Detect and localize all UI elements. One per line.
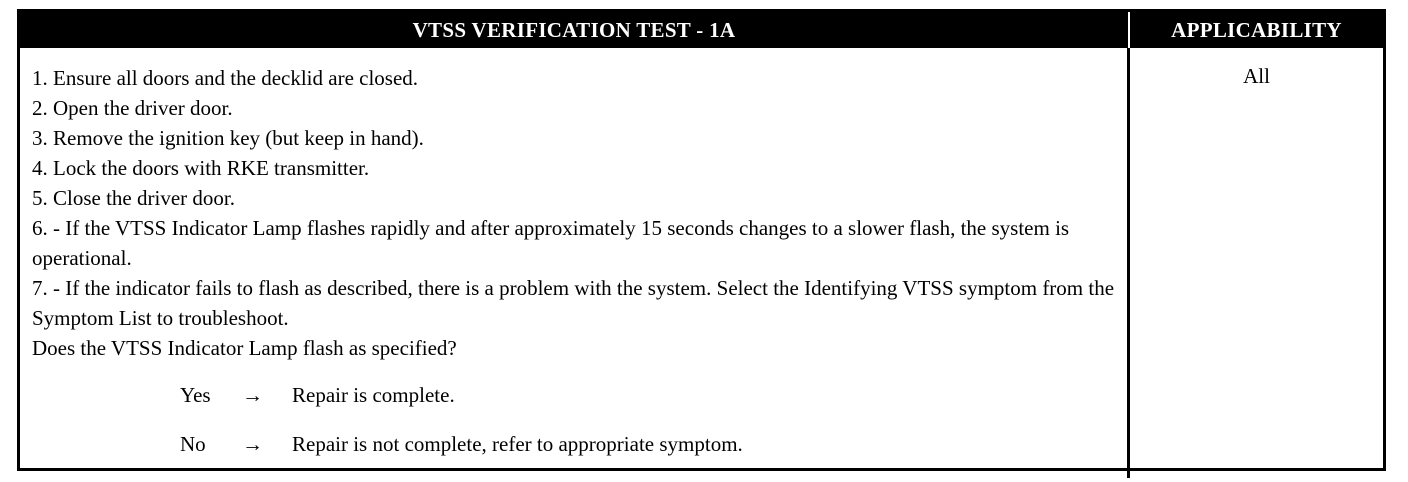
test-title: VTSS VERIFICATION TEST - 1A xyxy=(20,12,1130,48)
step-4: 4. Lock the doors with RKE transmitter. xyxy=(32,156,370,180)
step-2: 2. Open the driver door. xyxy=(32,96,233,120)
right-arrow-icon: → xyxy=(242,432,263,456)
answer-no-key: No xyxy=(180,432,206,456)
applicability-cell: All xyxy=(1243,64,1270,88)
step-7: 7. - If the indicator fails to flash as described, there is a problem with the system. Select the Identifying VTSS symptom from the Symptom List to troubleshoot. xyxy=(32,276,1115,330)
question: Does the VTSS Indicator Lamp flash as specified? xyxy=(32,336,457,360)
answer-yes-key: Yes xyxy=(180,383,211,407)
step-5: 5. Close the driver door. xyxy=(32,186,235,210)
step-6: 6. - If the VTSS Indicator Lamp flashes rapidly and after approximately 15 seconds changes to a slower flash, the system is operational. xyxy=(32,216,1070,270)
step-3: 3. Remove the ignition key (but keep in hand). xyxy=(32,126,424,150)
table-body xyxy=(20,48,1383,478)
table-header xyxy=(20,12,1383,48)
answer-no xyxy=(180,429,1123,459)
answers xyxy=(32,380,1123,459)
applicability-header: APPLICABILITY xyxy=(1171,17,1342,42)
answer-yes xyxy=(180,380,1123,410)
answer-no-text: Repair is not complete, refer to appropriate symptom. xyxy=(292,432,743,456)
verification-test-table xyxy=(17,9,1386,471)
step-1: 1. Ensure all doors and the decklid are closed. xyxy=(32,66,419,90)
steps-cell xyxy=(20,48,1130,478)
right-arrow-icon: → xyxy=(242,383,263,407)
answer-yes-text: Repair is complete. xyxy=(292,383,455,407)
